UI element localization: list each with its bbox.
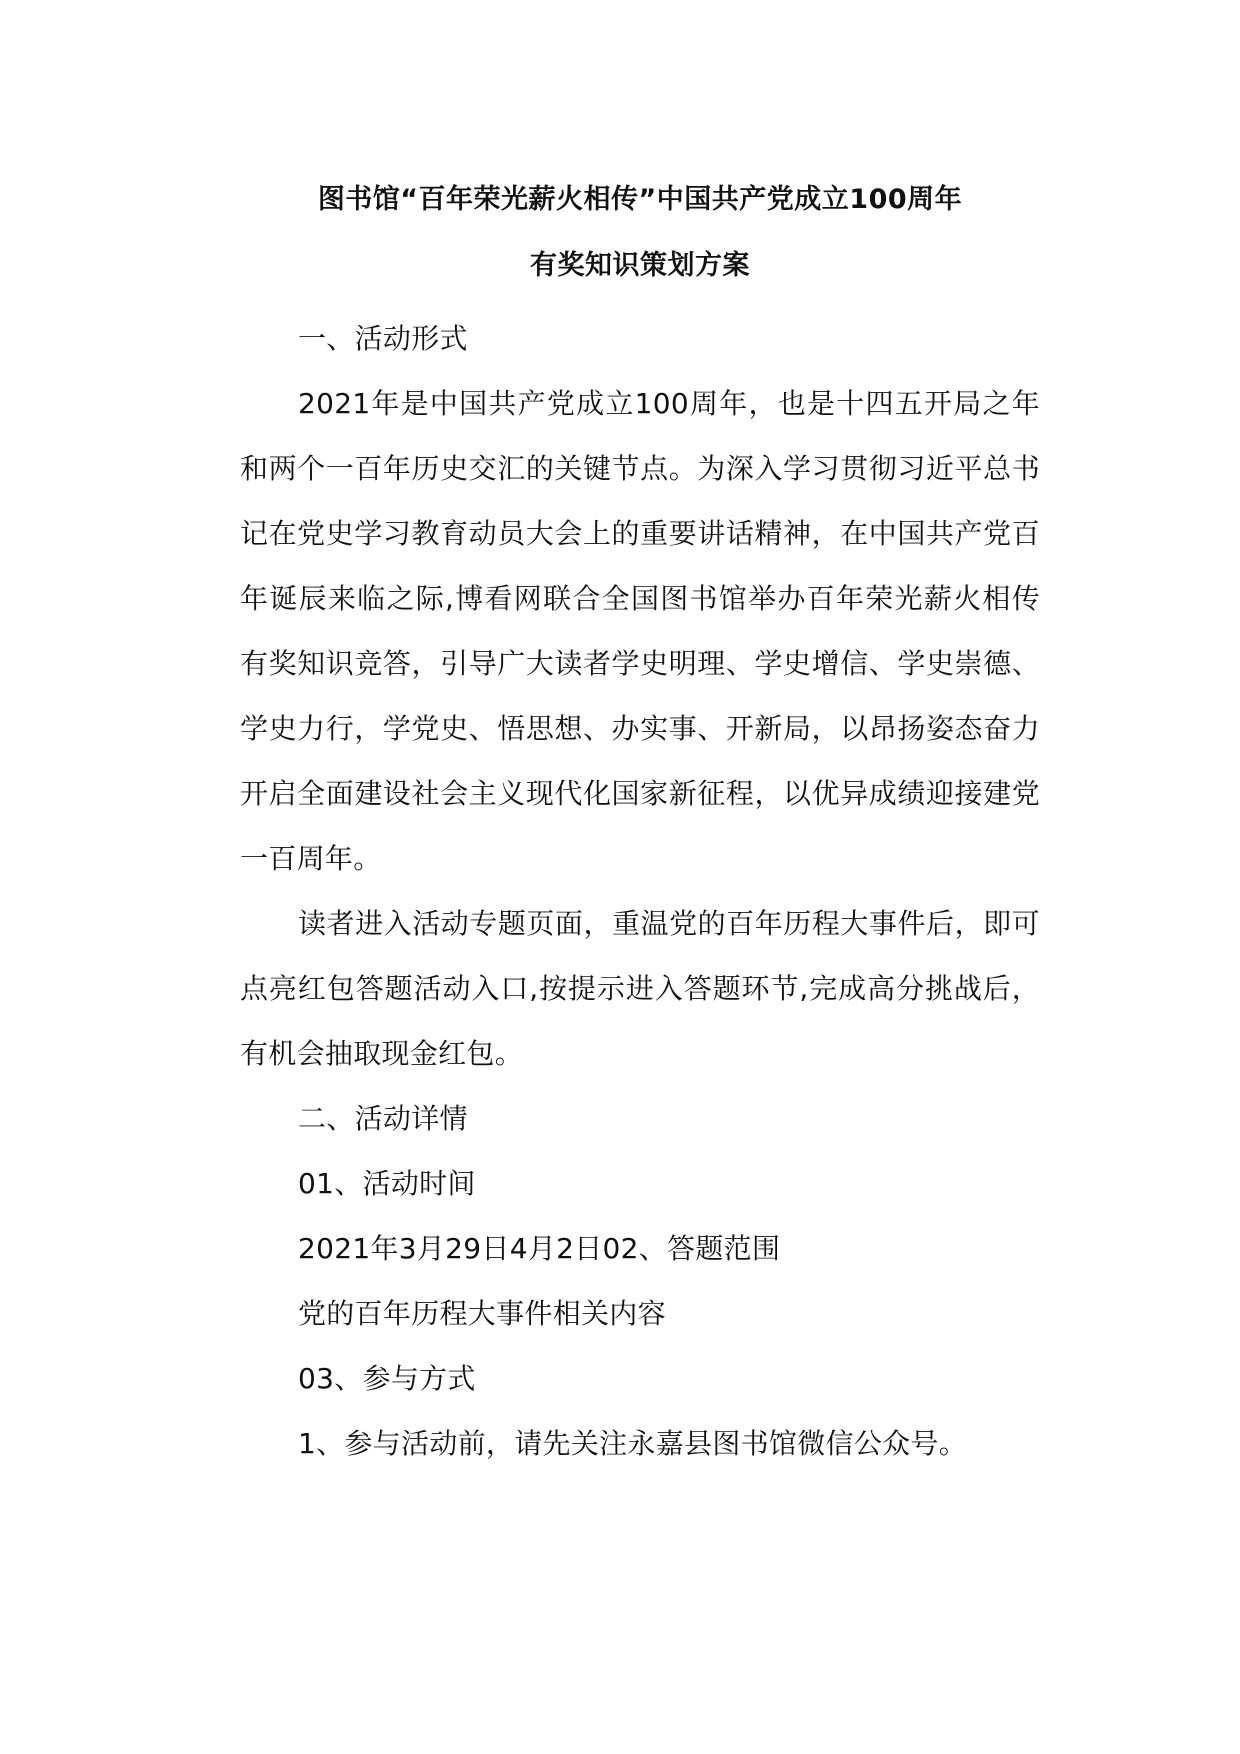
document-page — [240, 170, 1040, 1476]
paragraph-participation: 读者进入活动专题页面，重温党的百年历程大事件后，即可点亮红包答题活动入口,按提示进入答题环节,完成高分挑战后，有机会抽取现金红包。 — [240, 907, 1040, 1070]
subheading-activity-time: 01、活动时间 — [298, 1167, 476, 1200]
participation-step-1: 1、参与活动前，请先关注永嘉县图书馆微信公众号。 — [298, 1427, 968, 1460]
document-title-line-2: 有奖知识策划方案 — [530, 250, 750, 281]
document-title-line-1: 图书馆“百年荣光薪火相传”中国共产党成立100周年 — [317, 184, 963, 215]
activity-time-text: 2021年3月29日4月2日02、答题范围 — [298, 1232, 781, 1265]
paragraph-background: 2021年是中国共产党成立100周年，也是十四五开局之年和两个一百年历史交汇的关键节点。为深入学习贯彻习近平总书记在党史学习教育动员大会上的重要讲话精神，在中国共产党百年诞辰来临之际,博看网联合全国图书馆举办百年荣光薪火相传有奖知识竞答，引导广大读者学史明理、学史增信、学史崇德、学史力行，学党史、悟思想、办实事、开新局，以昂扬姿态奋力开启全面建设社会主义现代化国家新征程，以优异成绩迎接建党一百周年。 — [240, 387, 1040, 875]
subheading-participation-method: 03、参与方式 — [298, 1362, 476, 1395]
section-heading-activity-details: 二、活动详情 — [298, 1102, 468, 1135]
section-heading-activity-form: 一、活动形式 — [298, 322, 468, 355]
answer-scope-text: 党的百年历程大事件相关内容 — [298, 1297, 666, 1330]
